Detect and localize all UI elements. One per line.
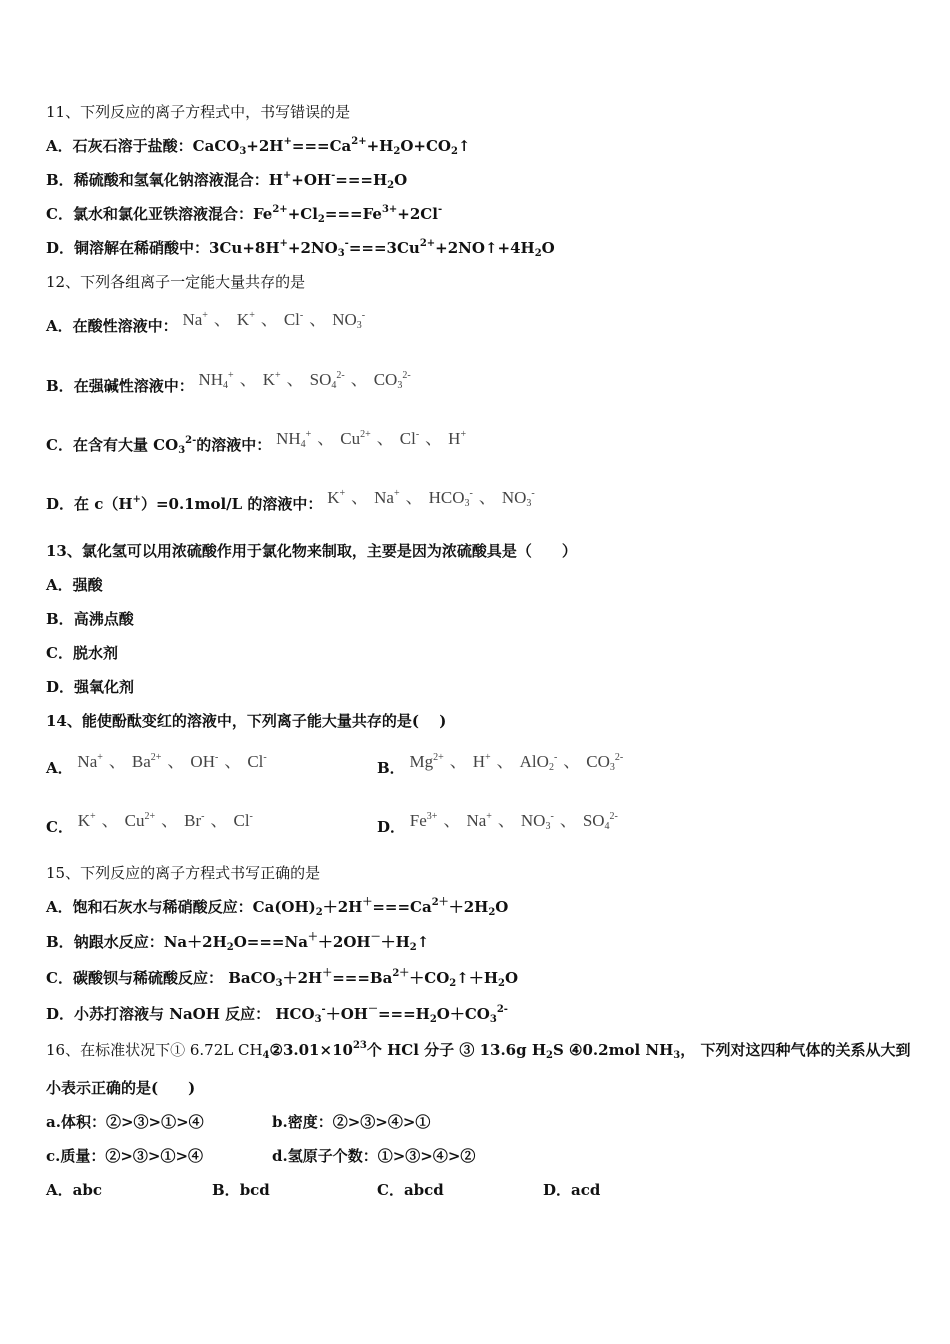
q16-opt-d-text: acd [571, 1181, 601, 1199]
q15-c-label: C． [46, 969, 73, 987]
q13-option-d [46, 677, 134, 697]
q13-d-text: 强氧化剂 [74, 678, 135, 696]
q15-title: 15、下列反应的离子方程式书写正确的是 [46, 864, 321, 882]
q11-b-text: 稀硫酸和氢氧化钠溶液混合： [73, 171, 269, 189]
q15-d-equation: $HCO_3^-+OH^-===H_2O+CO_3^{2-}$ [275, 1004, 508, 1025]
q12-a-ions: Na+ 、 K+ 、 Cl- 、 $NO_3^-$ [182, 310, 366, 331]
q13-a-label: A． [46, 576, 73, 594]
q12-d-text-post: ）=0.1mol/L 的溶液中： [140, 495, 323, 513]
q15-b-label: B． [46, 933, 74, 951]
q12-b-label: B． [46, 377, 74, 395]
q11-c-label: C． [46, 205, 73, 223]
q12-c-text-post: 的溶液中： [196, 436, 272, 454]
q14-c-label: C． [46, 818, 73, 836]
q11-b-label: B． [46, 171, 74, 189]
q13-b-label: B． [46, 610, 74, 628]
q13-title: 13、氯化氢可以用浓硫酸作用于氯化物来制取，主要是因为浓硫酸具是（ ） [46, 542, 577, 560]
q13-a-text: 强酸 [72, 576, 103, 594]
q16-opt-a-label: A． [46, 1181, 73, 1199]
q11-option-b [46, 170, 407, 190]
q16-option-c [377, 1180, 444, 1200]
q12-option-a [46, 310, 366, 336]
q12-option-b [46, 370, 411, 396]
q11-title: 11、下列反应的离子方程式中，书写错误的是 [46, 103, 351, 121]
q14-option-d [377, 811, 618, 837]
q16-stmt-a: a.体积：②>③>①>④ [46, 1113, 204, 1131]
q13-option-a [46, 575, 103, 595]
q14-option-a [46, 752, 267, 778]
q15-a-text: 饱和石灰水与稀硝酸反应： [72, 898, 253, 916]
q14-d-ions: $Fe^{3+}$ 、 Na+ 、 $NO_3^-$ 、 $SO_4^{2-}$ [409, 811, 618, 832]
q12-c-label: C． [46, 436, 73, 454]
q15-option-a [46, 897, 508, 917]
q15-option-c [46, 968, 518, 988]
q11-c-equation: $Fe^{2+}+Cl_2===Fe^{3+}+2Cl^-$ [252, 204, 443, 225]
q13-c-label: C． [46, 644, 73, 662]
q16-title-mid2: 个 HCl 分子 ③ 13.6g H [366, 1041, 546, 1059]
q16-title-mid3: S ④0.2mol NH [552, 1041, 674, 1059]
q14-d-label: D． [377, 818, 406, 836]
q14-title: 14、能使酚酞变红的溶液中，下列离子能大量共存的是( ) [46, 712, 447, 730]
q11-option-a [46, 136, 471, 156]
q13-d-label: D． [46, 678, 75, 696]
q15-d-text: 小苏打溶液与 NaOH 反应： [74, 1005, 271, 1023]
q12-a-label: A． [46, 317, 73, 335]
q16-title-mid1: ②3.01×10 [269, 1041, 353, 1059]
q16-stmt-b: b.密度：②>③>④>① [272, 1113, 431, 1131]
q16-option-d [543, 1180, 600, 1200]
q14-option-c [46, 811, 253, 837]
q16-option-b [212, 1180, 270, 1200]
q14-a-ions: Na+ 、 $Ba^{2+}$ 、 OH- 、 Cl- [77, 752, 267, 771]
q13-option-c [46, 643, 118, 663]
q16-title-line2: 小表示正确的是( ) [46, 1079, 196, 1097]
q12-option-c: C．在含有大量 $CO_3^{2-}$的溶液中： $NH_4^+$ 、 $Cu^{2+}$ 、 Cl- 、 H+ [46, 429, 467, 456]
q13-b-text: 高沸点酸 [73, 610, 134, 628]
q12-d-label: D． [46, 495, 75, 513]
q11-option-d [46, 238, 555, 258]
q15-a-label: A． [46, 898, 73, 916]
q11-d-label: D． [46, 239, 75, 257]
q16-stmt-d: d.氢原子个数：①>③>④>② [272, 1147, 476, 1165]
q16-stmt-c: c.质量：②>③>①>④ [46, 1147, 204, 1165]
q12-c-text-pre: 在含有大量 CO [72, 436, 179, 454]
q11-d-equation: $3Cu+8H^++2NO_3^-===3Cu^{2+}+2NO↑+4H_2O$ [209, 238, 555, 259]
q16-opt-b-text: bcd [239, 1181, 270, 1199]
q11-b-equation: $H^++OH^-===H_2O$ [268, 170, 408, 191]
q11-a-equation: $CaCO_3+2H^+===Ca^{2+}+H_2O+CO_2↑$ [192, 136, 471, 157]
q16-title-pre: 16、在标准状况下① 6.72L CH [46, 1041, 263, 1059]
q12-d-ions: K+ 、 Na+ 、 $HCO_3^-$ 、 $NO_3^-$ [327, 488, 535, 509]
q14-option-b [377, 752, 624, 778]
q12-c-ions: $NH_4^+$ 、 $Cu^{2+}$ 、 Cl- 、 H+ [276, 429, 467, 450]
q11-option-c [46, 204, 442, 224]
q13-c-text: 脱水剂 [72, 644, 118, 662]
q14-b-ions: $Mg^{2+}$ 、 H+ 、 AlO$_2$- 、 $CO_3^{2-}$ [409, 752, 624, 773]
q16-title: 16、在标准状况下① 6.72L $CH_4②3.01\times 10^{23}$个 HCl 分子 ③ 13.6g $H_2S$ ④0.2mol $NH_3$， 下列对这四种气体的关系从大到 [46, 1040, 911, 1061]
q15-option-b [46, 932, 429, 952]
q16-option-a [46, 1180, 102, 1200]
q15-c-text: 碳酸钡与稀硫酸反应： [72, 969, 223, 987]
q12-a-text: 在酸性溶液中： [72, 317, 178, 335]
q12-title: 12、下列各组离子一定能大量共存的是 [46, 273, 306, 291]
q11-d-text: 铜溶解在稀硝酸中： [74, 239, 210, 257]
q14-c-ions: K+ 、 $Cu^{2+}$ 、 Br- 、 Cl- [77, 811, 253, 830]
q15-option-d [46, 1004, 508, 1024]
q16-opt-d-label: D． [543, 1181, 572, 1199]
q13-option-b [46, 609, 134, 629]
q16-title-post: ， 下列对这四种气体的关系从大到 [680, 1041, 911, 1059]
q15-a-equation: $Ca(OH)_2+2H^+===Ca^{2+}+2H_2O$ [252, 897, 509, 918]
q16-opt-c-text: abcd [403, 1181, 444, 1199]
q12-option-d: D．在 c（H+）=0.1mol/L 的溶液中： K+ 、 Na+ 、 $HCO_3^-$ 、 $NO_3^-$ [46, 488, 535, 513]
q16-opt-b-label: B． [212, 1181, 240, 1199]
q14-a-label: A． [46, 759, 73, 777]
q11-a-text: 石灰石溶于盐酸： [72, 137, 193, 155]
q12-b-ions: $NH_4^+$ 、 K+ 、 $SO_4^{2-}$ 、 $CO_3^{2-}$ [198, 370, 411, 391]
q11-c-text: 氯水和氯化亚铁溶液混合： [72, 205, 253, 223]
q16-opt-a-text: abc [72, 1181, 102, 1199]
q15-c-equation: $BaCO_3+2H^+===Ba^{2+}+CO_2↑+H_2O$ [228, 968, 519, 989]
q15-b-equation: $Na+2H_2O===Na^++2OH^-+H_2↑$ [163, 932, 430, 953]
q16-opt-c-label: C． [377, 1181, 404, 1199]
q14-b-label: B． [377, 759, 405, 777]
q12-d-text-pre: 在 c（H [74, 495, 133, 513]
q11-a-label: A． [46, 137, 73, 155]
q12-b-text: 在强碱性溶液中： [73, 377, 194, 395]
q15-b-text: 钠跟水反应： [73, 933, 164, 951]
q15-d-label: D． [46, 1005, 75, 1023]
